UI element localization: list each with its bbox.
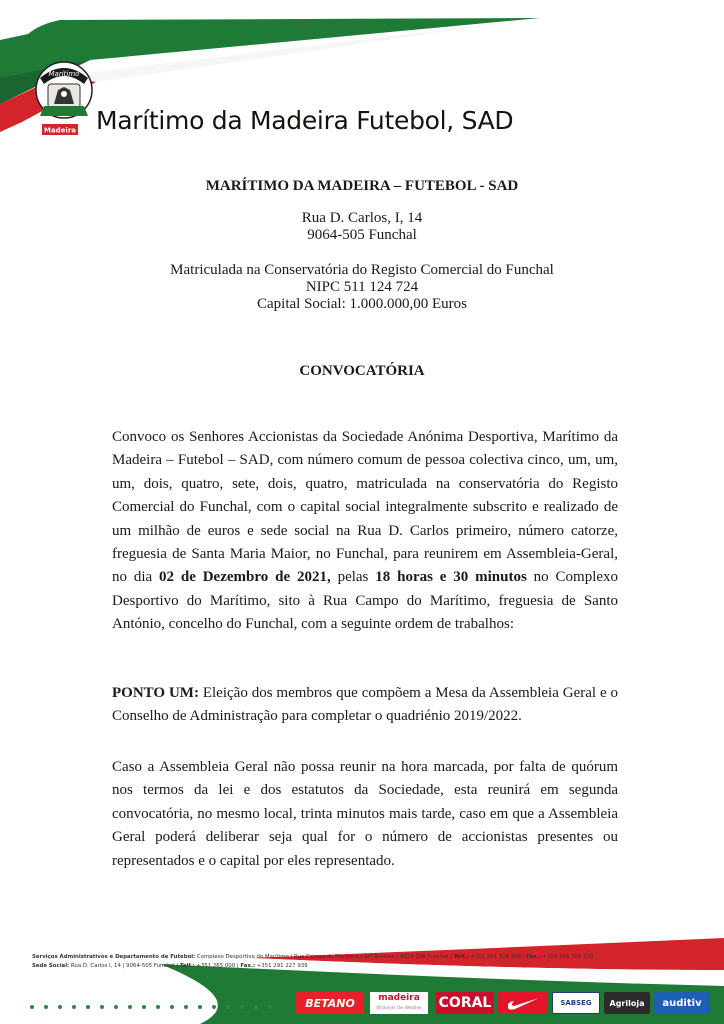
footer-text: Complexo Desportivo do Marítimo | Rua Campo do Marítimo | Stº António | 9020-208 Funchal |	[195, 954, 454, 960]
footer-text: +351 265 000 |	[194, 963, 241, 969]
sponsor-coral-logo: CORAL	[436, 992, 494, 1014]
quorum-paragraph: Caso a Assembleia Geral não possa reunir na hora marcada, por falta de quórum nos termos da lei e dos estatutos da Sociedade, esta reunirá em segunda convocatória, no mesmo local, trinta minutos mais tarde, caso em que a Assembleia Geral poderá deliberar seja qual for o número de accionistas presentes ou representados e o capital por eles representado.	[112, 759, 618, 869]
registry-line: Capital Social: 1.000.000,00 Euros	[257, 296, 467, 312]
agenda-item-text: Eleição dos membros que compõem a Mesa da Assembleia Geral e o Conselho de Administração para completar o quadriénio 2019/2022.	[112, 685, 618, 725]
meeting-date: 02 de Dezembro de 2021,	[159, 569, 331, 586]
company-name: Marítimo da Madeira Futebol, SAD	[96, 106, 514, 135]
footer-text: +351 291 708 300 |	[468, 954, 527, 960]
sponsor-auditiv-logo: auditiv	[654, 992, 710, 1014]
footer-contact-line	[32, 954, 593, 960]
agenda-item-paragraph	[112, 682, 618, 729]
address-block	[0, 210, 724, 244]
meeting-time: 18 horas e 30 minutos	[375, 569, 527, 586]
footer-label: Sede Social:	[32, 963, 70, 969]
footer-label: Serviços Administrativos e Departamento de Futebol:	[32, 954, 196, 960]
registry-line: NIPC 511 124 724	[305, 279, 419, 295]
address-line: Rua D. Carlos, I, 14	[301, 210, 423, 226]
sponsor-nike-logo	[498, 992, 548, 1014]
sponsor-madeira-subtext: Whatever the Weather	[376, 1005, 422, 1010]
document-title: MARÍTIMO DA MADEIRA – FUTEBOL - SAD	[205, 178, 519, 194]
sponsor-madeira-logo	[370, 992, 428, 1014]
sponsor-madeira-text: madeira	[378, 993, 420, 1003]
paragraph-text: no Complexo Desportivo do Marítimo, sito à Rua Campo do Marítimo, freguesia de Santo António, concelho do Funchal, com a seguinte ordem de trabalhos:	[112, 569, 619, 633]
convocation-heading: CONVOCATÓRIA	[299, 363, 425, 379]
footer-contact-line	[32, 963, 308, 969]
nike-swoosh-icon	[506, 996, 540, 1010]
sponsor-sabseg-logo: SABSEG	[552, 992, 600, 1014]
footer-text: +351 291 227 939	[255, 963, 308, 969]
footer-label: Fax.:	[240, 963, 256, 969]
crest-top-text: Marítimo	[48, 70, 80, 78]
sponsor-agriloja-logo: Agriloja	[604, 992, 650, 1014]
paragraph-text: Convoco os Senhores Accionistas da Sociedade Anónima Desportiva, Marítimo da Madeira – Futebol – SAD, com número comum de pessoa colectiva cinco, um, um, um, dois, quatro, sete, dois, quatro, matriculada na conservatória do Registo Comercial do Funchal, com o capital social integralmente subscrito e realizado de um milhão de euros e sede social na Rua D. Carlos primeiro, número catorze, freguesia de Santa Maria Maior, no Funchal, para reunirem em Assembleia-Geral, no dia	[112, 429, 618, 586]
agenda-item-label: PONTO UM:	[112, 685, 199, 701]
paragraph-text: pelas	[330, 569, 376, 586]
footer-label: Telf.:	[179, 963, 195, 969]
crest-bottom-text: Madeira	[43, 126, 77, 135]
footer-label: Telf.:	[453, 954, 469, 960]
registry-block	[0, 262, 724, 313]
footer-label: Fax.:	[526, 954, 541, 960]
club-crest-logo	[34, 56, 94, 138]
sponsor-betano-logo: BETANO	[296, 992, 364, 1014]
footer-dots	[30, 996, 282, 1014]
footer-text: +351 291 708 310	[540, 954, 594, 960]
address-line: 9064-505 Funchal	[307, 227, 417, 243]
footer-text: Rua D. Carlos I, 14 | 9064-505 Funchal |	[69, 963, 180, 969]
convocation-paragraph	[112, 426, 618, 637]
registry-line: Matriculada na Conservatória do Registo Comercial do Funchal	[170, 262, 554, 278]
